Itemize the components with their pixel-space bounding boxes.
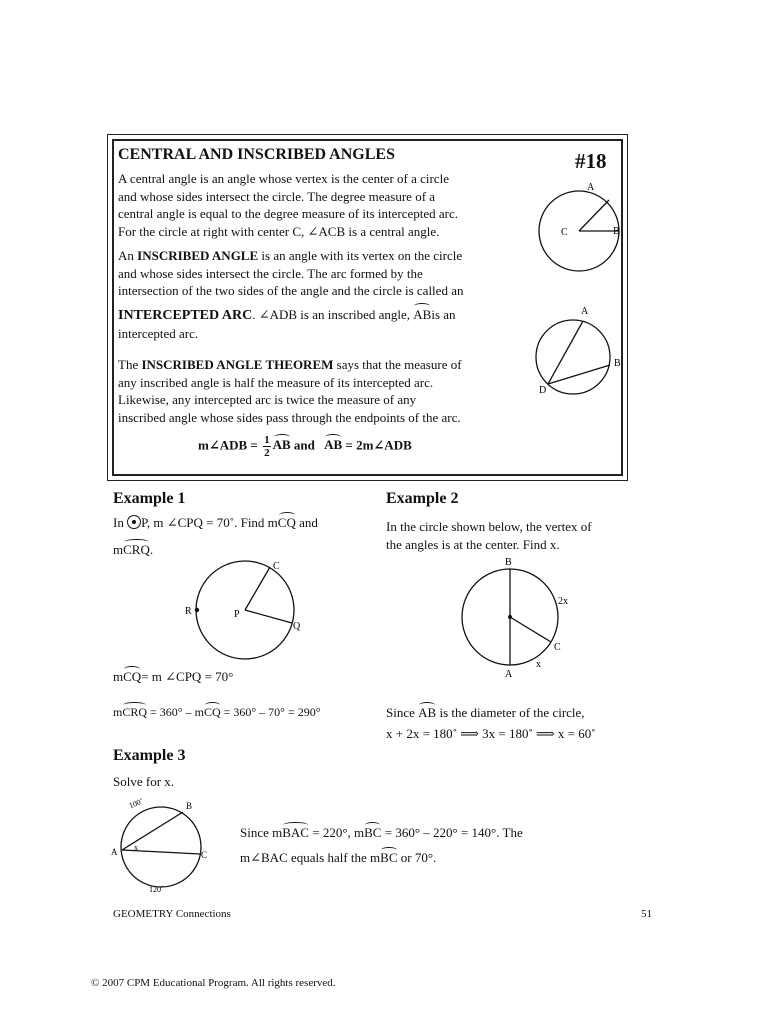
ray-c [510,617,551,642]
ex1-text: = m ∠CPQ = 70° [141,669,234,684]
paragraph-intercepted-arc [118,306,456,342]
inscribed-angle-figure [528,302,628,402]
ex1-text: m [113,542,124,557]
box-number: #18 [575,149,607,173]
arc-ab: AB [324,437,343,453]
label-r: R [185,606,192,617]
example-2-prompt [386,518,592,553]
label-c: C [554,642,561,653]
ray-pc [245,567,270,610]
ex3-text: m∠BAC equals half the m [240,850,381,865]
example-1-title: Example 1 [113,490,186,507]
point-r [195,608,199,612]
example-2-answer-2: x + 2x = 180˚ ⟹ 3x = 180˚ ⟹ x = 60˚ [386,726,596,741]
label-c: C [273,561,280,572]
arc-crq: CRQ [122,705,148,719]
label-a: A [111,847,118,857]
fraction-one-half [263,434,271,459]
ex2-line: the angles is at the center. Find x. [386,536,560,552]
label-b: B [614,358,621,369]
ex3-text: = 360° – 220° = 140°. The [381,825,523,840]
term-inscribed-angle: INSCRIBED ANGLE [137,248,259,263]
example-1-figure [178,555,318,670]
circle [536,320,610,394]
term-inscribed-angle-theorem: INSCRIBED ANGLE THEOREM [141,357,334,372]
p2-line: and whose sides intersect the circle. The arc formed by the [118,265,423,281]
example-3-title: Example 3 [113,747,186,764]
ex1-text: and [299,515,318,530]
arc-ab: AB [272,437,291,453]
page-number: 51 [641,908,652,920]
example-3-prompt: Solve for x. [113,774,175,789]
ex1-text: m [113,669,124,684]
label-arc-120: 120˚ [149,885,164,894]
label-c: C [201,850,208,860]
label-b: B [186,801,193,811]
label-x: x [536,659,541,670]
arc-cq: CQ [277,515,296,530]
ray-pq [245,610,292,623]
label-p: P [234,609,240,620]
example-1-answer-2 [113,705,321,720]
example-3-figure [108,795,218,895]
label-a: A [587,182,595,193]
center-point [508,615,512,619]
ex1-text: . [149,542,154,557]
paragraph-central-angle [118,170,458,240]
ex1-text: = 360° – m [147,705,204,719]
p3-text: says that the measure of [333,357,462,372]
label-q: Q [293,621,301,632]
label-a: A [581,306,589,317]
ex2-text: Since [386,705,415,720]
ex1-text: = 360° – 70° = 290° [220,705,321,719]
circle-symbol-icon [127,515,141,529]
label-b: B [505,557,512,568]
p1-line: For the circle at right with center C, ∠ACB is a central angle. [118,223,440,239]
ex3-text: Since m [240,825,283,840]
p1-line: central angle is equal to the degree measure of its intercepted arc. [118,206,459,221]
p3-line: Likewise, any intercepted arc is twice the measure of any [118,392,417,407]
label-2x: 2x [558,596,568,607]
arc-bc: BC [380,850,398,865]
ex2-line: In the circle shown below, the vertex of [386,519,592,534]
copyright: © 2007 CPM Educational Program. All rights reserved. [91,977,336,989]
example-1-prompt-line2 [113,542,153,558]
central-angle-figure [528,178,628,278]
arc-cq: CQ [203,705,221,719]
ex3-text: or 70°. [397,850,437,865]
example-1-prompt-line1 [113,515,318,531]
example-2-figure [455,555,585,685]
formula [198,434,412,459]
example-2-title: Example 2 [386,490,459,507]
p2-line: intercepted arc. [118,325,199,341]
formula-left: m∠ADB = [198,437,258,453]
p3-line: any inscribed angle is half the measure of its intercepted arc. [118,374,434,390]
p2-text: An [118,248,138,263]
p3-text: The [118,357,142,372]
ex1-text: m [113,705,123,719]
ex1-text: In [113,515,124,530]
label-c: C [561,227,568,238]
circle [121,807,201,887]
ray-ca [579,200,609,231]
arc-crq: CRQ [123,542,150,557]
ex1-text: P, m ∠CPQ = 70˚. Find m [141,515,278,530]
p1-line: A central angle is an angle whose vertex is the center of a circle [118,171,449,186]
arc-ab: AB [418,705,437,720]
arc-cq: CQ [123,669,142,684]
p2-text: is an angle with its vertex on the circle [258,248,463,263]
formula-and: and [293,437,315,453]
term-intercepted-arc: INTERCEPTED ARC [118,308,253,323]
paragraph-theorem [118,356,462,426]
label-x: x [134,843,138,852]
arc-bac: BAC [282,825,309,840]
formula-right: = 2m∠ADB [345,437,412,453]
paragraph-inscribed-angle [118,247,463,300]
label-arc-100: 100˚ [127,796,145,811]
p2-text: is an [431,307,456,322]
example-2-answer-1 [386,705,585,721]
ex3-text: = 220°, m [308,825,365,840]
chord-ab [122,812,183,850]
p2-line: intersection of the two sides of the angle and the circle is called an [118,283,464,298]
arc-bc: BC [364,825,382,840]
fraction-numerator: 1 [264,434,270,446]
fraction-denominator: 2 [264,447,270,459]
ex2-text: is the diameter of the circle, [439,705,585,720]
label-b: B [613,226,620,237]
p2-text: . ∠ADB is an inscribed angle, [252,307,411,322]
p3-line: inscribed angle whose sides pass through the endpoints of the arc. [118,409,461,425]
example-3-answer-1 [240,825,523,841]
label-a: A [505,669,513,680]
example-3-answer-2 [240,850,436,866]
box-title: CENTRAL AND INSCRIBED ANGLES [118,146,395,163]
footer-book-title: GEOMETRY Connections [113,908,231,920]
p1-line: and whose sides intersect the circle. The degree measure of a [118,188,436,204]
example-1-answer-1 [113,669,233,685]
arc-ab: AB [413,307,432,322]
label-d: D [539,385,547,396]
